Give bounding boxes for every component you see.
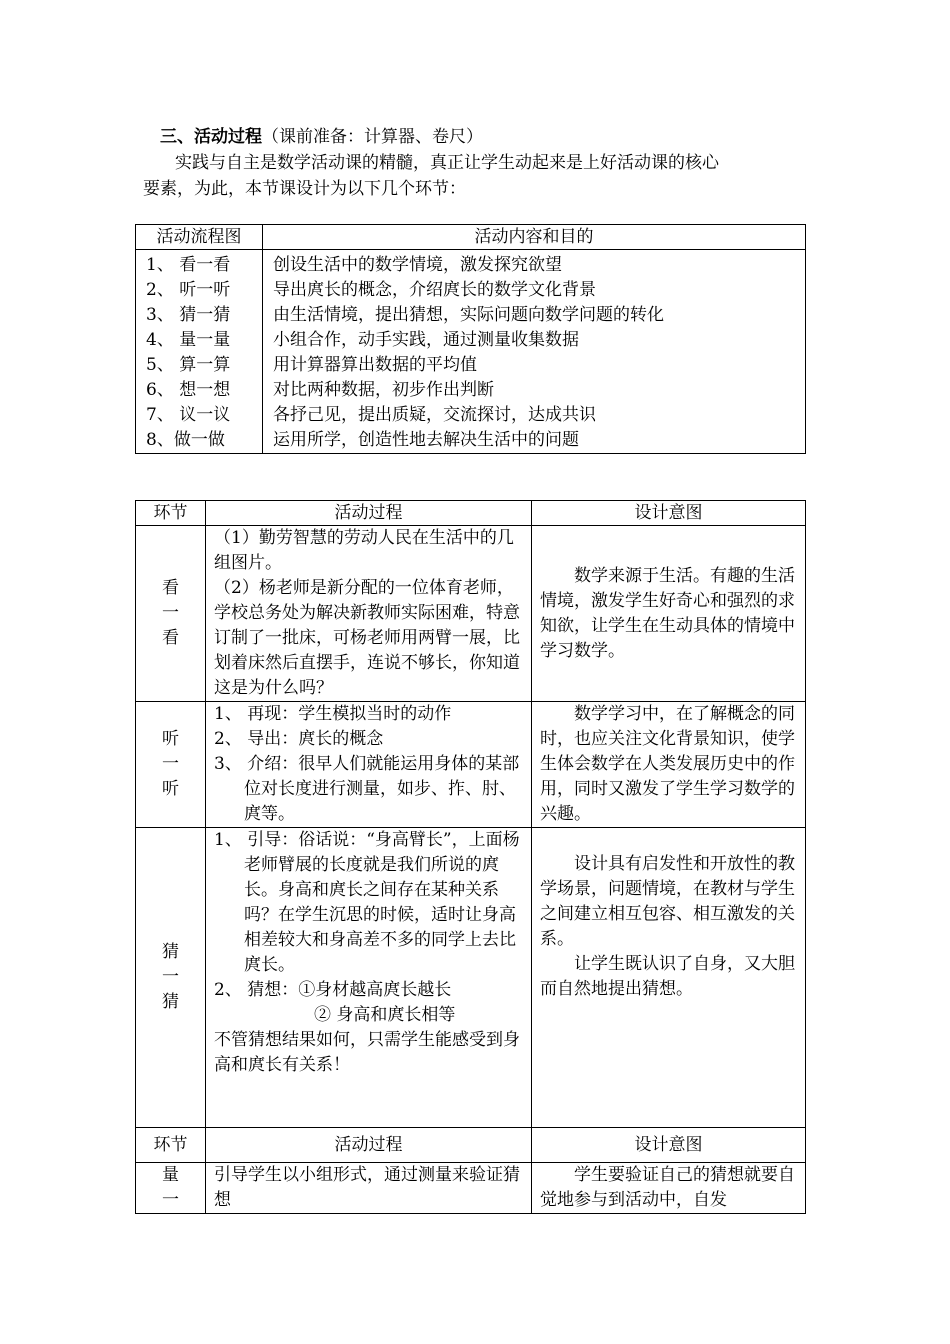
- intent-cell-listen: [532, 702, 806, 828]
- stage-cell-listen: [136, 702, 206, 828]
- detail-header-process-repeat: 活动过程: [206, 1128, 532, 1163]
- intent-text: 数学来源于生活。有趣的生活情境，激发学生好奇心和强烈的求知欲，让学生在生动具体的情境中学习数学。: [540, 565, 795, 661]
- stage-char: 一: [162, 967, 179, 987]
- intent-text: 设计具有启发性和开放性的教学场景，问题情境，在教材与学生之间建立相互包容、相互激发的关系。: [540, 854, 795, 949]
- stage-char: 听: [162, 779, 179, 799]
- process-item: （2）杨老师是新分配的一位体育老师，学校总务处为解决新教师实际困难，特意订制了一批床，可杨老师用两臂一展，比划着床然后直摆手，连说不够长，你知道这是为什么吗？: [214, 578, 520, 698]
- flow-content: 由生活情境，提出猜想，实际问题向数学问题的转化: [273, 305, 664, 325]
- process-item: （1）勤劳智慧的劳动人民在生活中的几组图片。: [214, 528, 514, 573]
- detail-header-intent: 设计意图: [532, 501, 806, 526]
- stage-char: 猜: [162, 942, 179, 962]
- detail-header-intent-repeat: 设计意图: [532, 1128, 806, 1163]
- stage-char: 一: [162, 603, 179, 623]
- flow-header-steps: 活动流程图: [136, 225, 263, 250]
- detail-header-stage-repeat: 环节: [136, 1128, 206, 1163]
- flow-step: 5、 算一算: [146, 355, 231, 375]
- stage-char: 看: [162, 628, 179, 648]
- flow-step: 1、 看一看: [146, 255, 231, 275]
- intro-line-1: 实践与自主是数学活动课的精髓，真正让学生动起来是上好活动课的核心: [175, 153, 719, 173]
- detail-header-stage: 环节: [136, 501, 206, 526]
- process-cell-guess: [206, 828, 532, 1128]
- section-heading-bold: 三、活动过程: [160, 127, 262, 147]
- intent-cell-look: [532, 526, 806, 702]
- flow-step: 3、 猜一猜: [146, 305, 231, 325]
- stage-cell-measure: [136, 1163, 206, 1214]
- stage-char: 猜: [162, 992, 179, 1012]
- intent-cell-guess: [532, 828, 806, 1128]
- flow-content: 各抒己见，提出质疑，交流探讨，达成共识: [273, 405, 596, 425]
- process-item: 3、 介绍：很早人们就能运用身体的某部位对长度进行测量，如步、拃、肘、庹等。: [214, 754, 520, 824]
- flow-step: 6、 想一想: [146, 380, 231, 400]
- stage-char: 一: [162, 754, 179, 774]
- flow-steps-cell: [136, 250, 263, 454]
- flow-step: 7、 议一议: [146, 405, 231, 425]
- flow-content: 运用所学，创造性地去解决生活中的问题: [273, 430, 579, 450]
- flow-header-content: 活动内容和目的: [263, 225, 806, 250]
- flow-step: 2、 听一听: [146, 280, 231, 300]
- stage-cell-look: [136, 526, 206, 702]
- process-cell-look: [206, 526, 532, 702]
- process-item: 2、 猜想：①身材越高庹长越长: [214, 980, 452, 1000]
- flow-content: 用计算器算出数据的平均值: [273, 355, 477, 375]
- stage-cell-guess: [136, 828, 206, 1128]
- flow-step: 8、做一做: [146, 430, 225, 450]
- stage-char: 看: [162, 578, 179, 598]
- flow-step: 4、 量一量: [146, 330, 231, 350]
- process-cell-measure: [206, 1163, 532, 1214]
- process-item: 1、 引导：俗话说：“身高臂长”，上面杨老师臂展的长度就是我们所说的庹长。身高和庹长之间存在某种关系吗？在学生沉思的时候，适时让身高相差较大和身高差不多的同学上去比庹长。: [214, 830, 520, 975]
- stage-char: 听: [162, 729, 179, 749]
- process-item: 1、 再现：学生模拟当时的动作: [214, 704, 452, 724]
- intro-line-2: 要素，为此，本节课设计为以下几个环节：: [143, 179, 466, 199]
- stage-char: 量: [162, 1165, 179, 1185]
- process-cell-listen: [206, 702, 532, 828]
- flow-content: 创设生活中的数学情境，激发探究欲望: [273, 255, 562, 275]
- stage-char: 一: [162, 1190, 179, 1210]
- flow-content: 小组合作，动手实践，通过测量收集数据: [273, 330, 579, 350]
- activity-flow-table: [135, 224, 806, 454]
- section-heading: [160, 124, 483, 150]
- intent-text: 学生要验证自己的猜想就要自觉地参与到活动中，自发: [540, 1165, 795, 1210]
- process-item: 2、 导出：庹长的概念: [214, 729, 384, 749]
- intent-text: 数学学习中，在了解概念的同时，也应关注文化背景知识，使学生体会数学在人类发展历史中的作用，同时又激发了学生学习数学的兴趣。: [540, 704, 795, 824]
- flow-content: 导出庹长的概念，介绍庹长的数学文化背景: [273, 280, 596, 300]
- process-item: 引导学生以小组形式，通过测量来验证猜想: [214, 1165, 520, 1210]
- intent-text: 让学生既认识了自身，又大胆而自然地提出猜想。: [540, 954, 795, 999]
- detail-header-process: 活动过程: [206, 501, 532, 526]
- intro-paragraph: [143, 150, 813, 202]
- flow-contents-cell: [263, 250, 806, 454]
- section-heading-rest: （课前准备：计算器、卷尺）: [262, 127, 483, 147]
- intent-cell-measure: [532, 1163, 806, 1214]
- process-item: 不管猜想结果如何，只需学生能感受到身高和庹长有关系！: [214, 1030, 520, 1075]
- process-item: ② 身高和庹长相等: [314, 1005, 456, 1025]
- activity-detail-table: [135, 500, 806, 1214]
- flow-content: 对比两种数据，初步作出判断: [273, 380, 494, 400]
